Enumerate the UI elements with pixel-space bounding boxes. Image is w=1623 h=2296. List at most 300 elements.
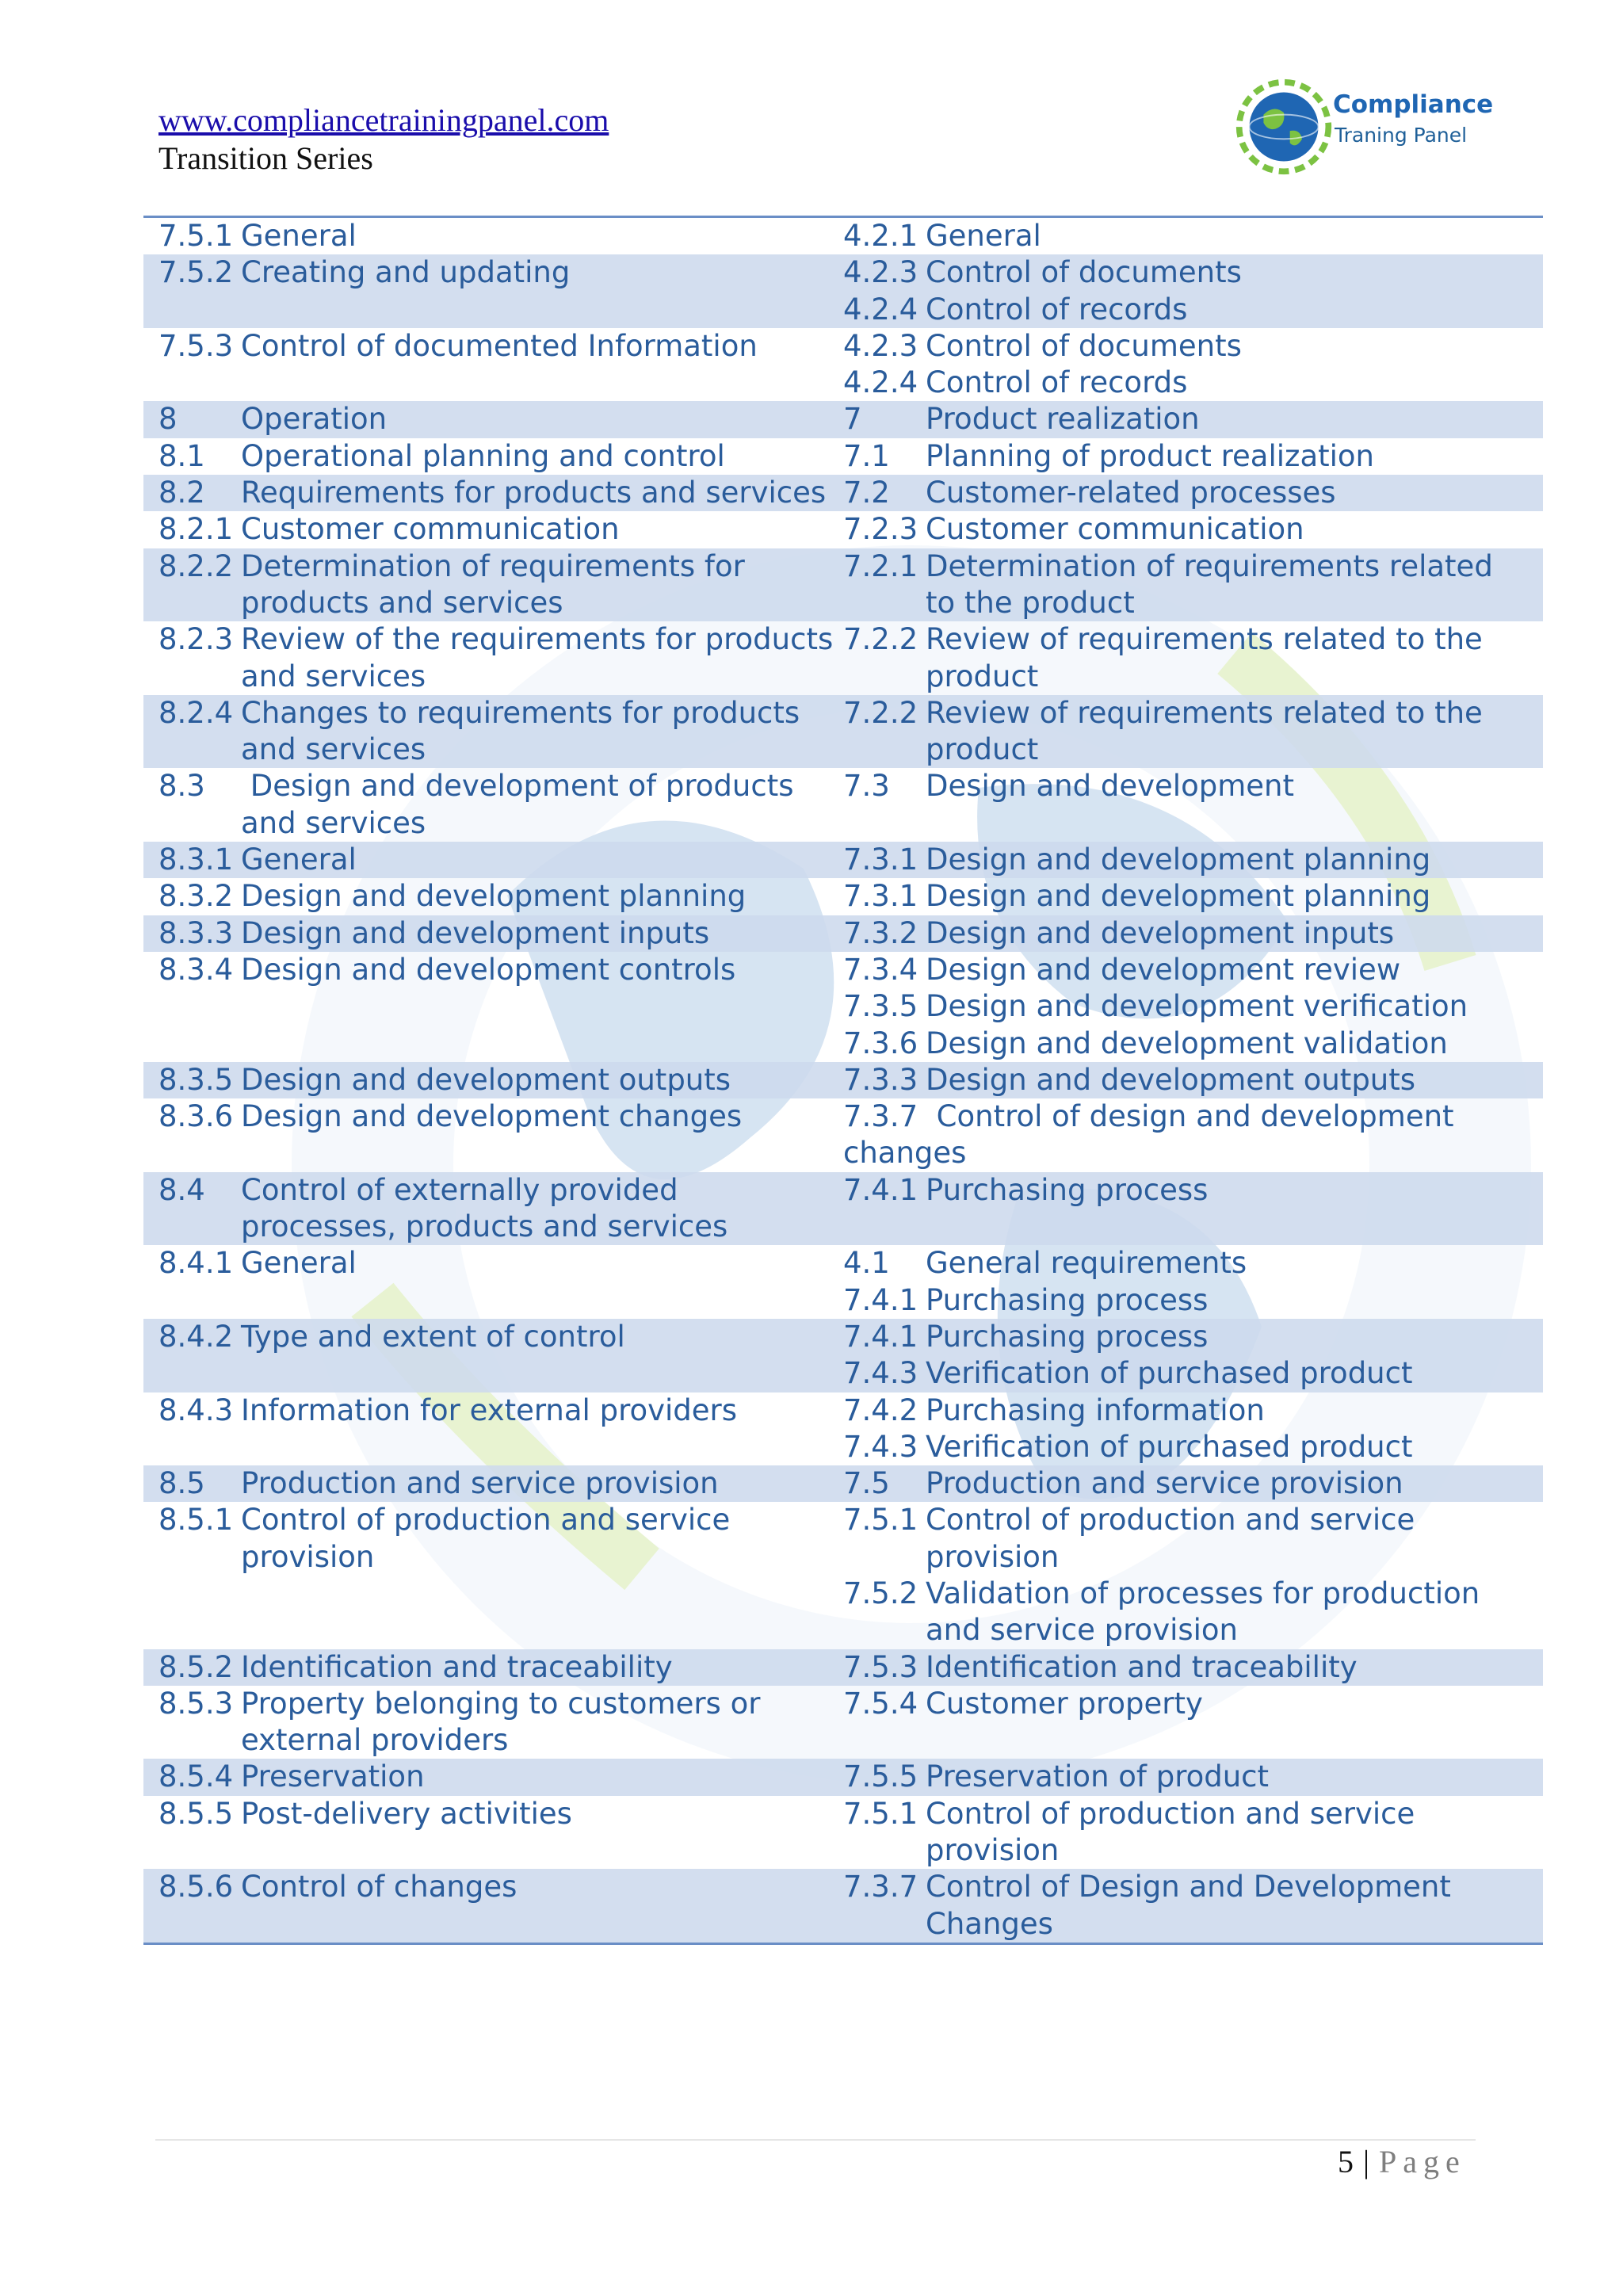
clause-number: 4.2.3 bbox=[843, 255, 918, 290]
clause-title bbox=[926, 1576, 1543, 1649]
table-row bbox=[143, 842, 1543, 878]
iso-2008-clause-cell bbox=[843, 1062, 1543, 1098]
clause-entry bbox=[843, 1576, 1543, 1649]
clause-entry bbox=[843, 768, 1543, 804]
clause-entry bbox=[158, 1392, 843, 1429]
clause-number: 7.2.1 bbox=[843, 548, 918, 583]
table-row bbox=[143, 1686, 1543, 1759]
iso-2015-clause-cell bbox=[143, 438, 843, 475]
clause-number: 7.4.1 bbox=[843, 1319, 918, 1354]
clause-title-line: Design and development planning bbox=[926, 842, 1431, 877]
clause-title bbox=[241, 438, 843, 475]
iso-2015-clause-cell bbox=[143, 1465, 843, 1502]
clause-number: 7 bbox=[843, 402, 862, 437]
clause-number: 8.3.4 bbox=[158, 952, 234, 987]
clause-number: 8.3.1 bbox=[158, 842, 234, 877]
clause-title-line: Preservation bbox=[241, 1759, 425, 1794]
clause-title-line: Design and development bbox=[926, 769, 1294, 804]
clause-title-line: Verification of purchased product bbox=[926, 1429, 1413, 1464]
clause-number: 7.3.7 bbox=[843, 1870, 918, 1904]
table-row bbox=[143, 1172, 1543, 1246]
clause-number: 7.5.2 bbox=[158, 255, 234, 290]
clause-number: 8.5.6 bbox=[158, 1870, 234, 1904]
clause-title-line: Control of documented Information bbox=[241, 328, 758, 363]
clause-title-line: Control of production and service bbox=[926, 1796, 1415, 1831]
iso-2015-clause-cell bbox=[143, 768, 843, 842]
clause-entry bbox=[158, 1098, 843, 1135]
clause-entry bbox=[158, 254, 843, 291]
clause-title bbox=[241, 548, 843, 622]
clause-title bbox=[926, 952, 1543, 988]
clause-title bbox=[241, 1649, 843, 1686]
page-separator: | bbox=[1363, 2144, 1371, 2179]
clause-entry bbox=[843, 621, 1543, 695]
clause-entry bbox=[158, 1502, 843, 1576]
clause-entry bbox=[843, 438, 1543, 475]
clause-title bbox=[241, 1172, 843, 1246]
iso-2015-clause-cell bbox=[143, 1796, 843, 1870]
clause-title-line: Determination of requirements related bbox=[926, 548, 1493, 583]
clause-title-line: Verification of purchased product bbox=[926, 1356, 1413, 1391]
clause-number: 8.1 bbox=[158, 438, 205, 473]
clause-entry bbox=[843, 842, 1543, 878]
clause-title-line: Design and development inputs bbox=[926, 915, 1395, 950]
clause-title bbox=[241, 768, 843, 842]
clause-number: 7.4.1 bbox=[843, 1172, 918, 1207]
clause-number: 7.5.3 bbox=[843, 1649, 918, 1684]
clause-title-line: Production and service provision bbox=[241, 1466, 719, 1501]
clause-title bbox=[926, 475, 1543, 511]
iso-2015-clause-cell bbox=[143, 1502, 843, 1648]
clause-title-line: Design and development review bbox=[926, 952, 1401, 987]
clause-title bbox=[926, 1686, 1543, 1722]
clause-number: 8.3.6 bbox=[158, 1099, 234, 1134]
clause-title bbox=[241, 842, 843, 878]
clause-number: 7.4.2 bbox=[843, 1392, 918, 1427]
clause-title-line: Control of production and service bbox=[926, 1503, 1415, 1538]
clause-title bbox=[241, 1502, 843, 1576]
clause-title bbox=[926, 1245, 1543, 1282]
iso-2008-clause-cell bbox=[843, 878, 1543, 915]
clause-title bbox=[926, 548, 1543, 622]
iso-2008-clause-cell bbox=[843, 1686, 1543, 1759]
clause-entry bbox=[843, 365, 1543, 401]
table-row bbox=[143, 952, 1543, 1062]
clause-entry bbox=[843, 1759, 1543, 1795]
iso-2015-clause-cell bbox=[143, 1869, 843, 1943]
clause-number: 8 bbox=[158, 402, 178, 437]
clause-entry bbox=[158, 1465, 843, 1502]
clause-title-line: Purchasing process bbox=[926, 1319, 1209, 1354]
iso-2015-clause-cell bbox=[143, 328, 843, 402]
clause-title bbox=[926, 218, 1543, 254]
clause-title bbox=[926, 768, 1543, 804]
table-row bbox=[143, 1796, 1543, 1870]
clause-number: 7.3.4 bbox=[843, 952, 918, 987]
clause-title-line: Validation of processes for production bbox=[926, 1576, 1480, 1610]
clause-entry bbox=[158, 952, 843, 988]
clause-entry bbox=[158, 1796, 843, 1832]
clause-title-line: Design and development inputs bbox=[241, 915, 710, 950]
clause-number: 8.4.2 bbox=[158, 1319, 234, 1354]
page-number-footer bbox=[1338, 2143, 1466, 2180]
clause-title bbox=[241, 952, 843, 988]
clause-entry bbox=[843, 1649, 1543, 1686]
clause-title bbox=[926, 1172, 1543, 1209]
clause-title-line: Type and extent of control bbox=[241, 1319, 625, 1354]
clause-entry bbox=[843, 1502, 1543, 1576]
clause-title bbox=[241, 1319, 843, 1355]
logo-text-training-panel: Traning Panel bbox=[1335, 124, 1468, 147]
clause-number: 7.5.1 bbox=[158, 219, 234, 253]
clause-number: 7.5.1 bbox=[843, 1796, 918, 1831]
clause-title bbox=[926, 1796, 1543, 1870]
clause-title bbox=[926, 1502, 1543, 1576]
clause-title bbox=[926, 401, 1543, 437]
clause-title bbox=[926, 1282, 1543, 1319]
clause-number: 7.4.1 bbox=[843, 1282, 918, 1317]
clause-title bbox=[926, 1649, 1543, 1686]
clause-title bbox=[926, 438, 1543, 475]
clause-entry bbox=[843, 1245, 1543, 1282]
clause-title-line: Control of records bbox=[926, 365, 1188, 400]
clause-title-line: Property belonging to customers or bbox=[241, 1686, 761, 1721]
iso-2015-clause-cell bbox=[143, 695, 843, 769]
clause-number: 8.5.2 bbox=[158, 1649, 234, 1684]
clause-number: 7.3.3 bbox=[843, 1062, 918, 1097]
clause-entry bbox=[158, 511, 843, 548]
clause-title bbox=[926, 878, 1543, 915]
table-row bbox=[143, 254, 1543, 328]
iso-2015-clause-cell bbox=[143, 1649, 843, 1686]
iso-2015-clause-cell bbox=[143, 548, 843, 622]
clause-entry bbox=[843, 915, 1543, 952]
clause-number: 8.5.5 bbox=[158, 1796, 234, 1831]
clause-number: 7.5.1 bbox=[843, 1503, 918, 1538]
clause-number: 7.4.3 bbox=[843, 1429, 918, 1464]
table-row bbox=[143, 878, 1543, 915]
clause-title-line: Control of documents bbox=[926, 255, 1242, 290]
clause-title-line: Identification and traceability bbox=[926, 1649, 1358, 1684]
clause-entry bbox=[158, 548, 843, 622]
table-row bbox=[143, 401, 1543, 437]
iso-2015-clause-cell bbox=[143, 878, 843, 915]
clause-entry bbox=[843, 218, 1543, 254]
iso-2008-clause-cell bbox=[843, 1172, 1543, 1246]
clause-title bbox=[926, 328, 1543, 365]
clause-title-line: and services bbox=[241, 805, 426, 840]
clause-number: 7.2.2 bbox=[843, 695, 918, 730]
series-title: Transition Series bbox=[158, 140, 373, 176]
clause-title-line: Operational planning and control bbox=[241, 438, 725, 473]
clause-title-line: Control of documents bbox=[926, 328, 1242, 363]
iso-2015-clause-cell bbox=[143, 401, 843, 437]
clause-title-line: provision bbox=[241, 1539, 375, 1574]
clause-entry bbox=[843, 475, 1543, 511]
iso-2015-clause-cell bbox=[143, 1172, 843, 1246]
clause-title-line: external providers bbox=[241, 1723, 509, 1758]
clause-title bbox=[926, 988, 1543, 1025]
clause-title-line: Design and development controls bbox=[241, 952, 736, 987]
clause-number: 8.5.3 bbox=[158, 1686, 234, 1721]
iso-2008-clause-cell bbox=[843, 1245, 1543, 1319]
clause-number: 7.1 bbox=[843, 438, 890, 473]
clause-title-line: Product realization bbox=[926, 402, 1200, 437]
iso-2008-clause-cell bbox=[843, 438, 1543, 475]
clause-number: 7.5.2 bbox=[843, 1576, 918, 1610]
table-row bbox=[143, 1319, 1543, 1392]
table-row bbox=[143, 548, 1543, 622]
clause-title bbox=[926, 511, 1543, 548]
page-label: Page bbox=[1379, 2144, 1466, 2179]
iso-2015-clause-cell bbox=[143, 1245, 843, 1319]
clause-number: 7.2.2 bbox=[843, 622, 918, 657]
clause-title bbox=[926, 365, 1543, 401]
clause-title-line: General bbox=[926, 219, 1041, 253]
clause-title bbox=[926, 1392, 1543, 1429]
clause-title-line: Design and development planning bbox=[926, 879, 1431, 914]
table-row bbox=[143, 1465, 1543, 1502]
footer-divider bbox=[155, 2139, 1476, 2141]
clause-number: 7.3.2 bbox=[843, 915, 918, 950]
clause-title-line: Creating and updating bbox=[241, 255, 571, 290]
iso-2008-clause-cell bbox=[843, 1465, 1543, 1502]
clause-title bbox=[926, 254, 1543, 291]
iso-2008-clause-cell bbox=[843, 254, 1543, 328]
clause-number: 7.5.4 bbox=[843, 1686, 918, 1721]
clause-number: 7.3 bbox=[843, 769, 890, 804]
clause-entry bbox=[158, 1686, 843, 1759]
clause-number: 4.2.4 bbox=[843, 292, 918, 327]
clause-title-line: product bbox=[926, 732, 1039, 767]
iso-2015-clause-cell bbox=[143, 1319, 843, 1392]
clause-title-line: Design and development planning bbox=[241, 879, 747, 914]
clause-entry bbox=[843, 1465, 1543, 1502]
iso-2015-clause-cell bbox=[143, 915, 843, 952]
iso-2008-clause-cell bbox=[843, 1869, 1543, 1943]
iso-2015-clause-cell bbox=[143, 254, 843, 328]
clause-title-line: Design and development outputs bbox=[926, 1062, 1416, 1097]
iso-2015-clause-cell bbox=[143, 952, 843, 1062]
iso-2015-clause-cell bbox=[143, 621, 843, 695]
clause-entry bbox=[158, 475, 843, 511]
clause-entry bbox=[843, 952, 1543, 988]
iso-2015-clause-cell bbox=[143, 1686, 843, 1759]
clause-title bbox=[241, 1759, 843, 1795]
clause-title bbox=[241, 695, 843, 769]
clause-number: 7.2.3 bbox=[843, 512, 918, 547]
clause-title bbox=[926, 695, 1543, 769]
clause-title-line: Control of externally provided bbox=[241, 1172, 678, 1207]
clause-entry bbox=[843, 1319, 1543, 1355]
clause-title bbox=[926, 1062, 1543, 1098]
clause-title-line: Production and service provision bbox=[926, 1466, 1403, 1501]
clause-title bbox=[926, 621, 1543, 695]
clause-number: 8.4 bbox=[158, 1172, 205, 1207]
clause-number: 8.2.2 bbox=[158, 548, 234, 583]
clause-number: 7.3.6 bbox=[843, 1026, 918, 1060]
clause-title bbox=[241, 511, 843, 548]
clause-entry bbox=[843, 878, 1543, 915]
table-row bbox=[143, 1245, 1543, 1319]
website-link[interactable]: www.compliancetrainingpanel.com bbox=[158, 102, 609, 138]
clause-title-line: provision bbox=[926, 1539, 1060, 1574]
compliance-logo bbox=[1233, 76, 1495, 179]
clause-entry bbox=[843, 1062, 1543, 1098]
clause-title-line: products and services bbox=[241, 585, 563, 620]
clause-title bbox=[241, 1465, 843, 1502]
clause-crossreference-table bbox=[143, 216, 1543, 1945]
clause-number: 8.5.4 bbox=[158, 1759, 234, 1794]
clause-title-line: Design and development validation bbox=[926, 1026, 1448, 1060]
clause-title-line: Customer property bbox=[926, 1686, 1203, 1721]
clause-entry bbox=[843, 548, 1543, 622]
clause-entry bbox=[843, 1869, 1543, 1943]
clause-title-line: General bbox=[241, 842, 357, 877]
clause-title-line: Purchasing process bbox=[926, 1282, 1209, 1317]
clause-title bbox=[926, 1465, 1543, 1502]
clause-title-line: General bbox=[241, 219, 357, 253]
clause-title-line: Control of production and service bbox=[241, 1503, 731, 1538]
iso-2015-clause-cell bbox=[143, 218, 843, 254]
iso-2008-clause-cell bbox=[843, 1319, 1543, 1392]
clause-title-line: and services bbox=[241, 659, 426, 693]
clause-title bbox=[926, 1429, 1543, 1465]
clause-title bbox=[241, 401, 843, 437]
clause-entry bbox=[843, 1686, 1543, 1722]
clause-title bbox=[241, 1245, 843, 1282]
clause-title-line: Changes to requirements for products bbox=[241, 695, 800, 730]
clause-title-line: Changes bbox=[926, 1906, 1053, 1941]
clause-entry bbox=[843, 1355, 1543, 1392]
clause-title bbox=[241, 1796, 843, 1832]
clause-entry bbox=[843, 328, 1543, 365]
clause-entry bbox=[843, 254, 1543, 291]
clause-number: 7.4.3 bbox=[843, 1356, 918, 1391]
table-row bbox=[143, 218, 1543, 254]
clause-entry bbox=[843, 1796, 1543, 1870]
clause-entry bbox=[158, 1649, 843, 1686]
clause-title-line: Customer communication bbox=[241, 512, 620, 547]
clause-title-line: and service provision bbox=[926, 1613, 1239, 1648]
clause-title bbox=[241, 1098, 843, 1135]
clause-entry bbox=[843, 401, 1543, 437]
clause-title-line: Design and development outputs bbox=[241, 1062, 731, 1097]
clause-number: 8.3 bbox=[158, 769, 205, 804]
iso-2008-clause-cell bbox=[843, 475, 1543, 511]
clause-title-line: General requirements bbox=[926, 1246, 1247, 1281]
clause-entry bbox=[158, 218, 843, 254]
clause-entry bbox=[158, 621, 843, 695]
iso-2008-clause-cell bbox=[843, 218, 1543, 254]
iso-2008-clause-cell bbox=[843, 1796, 1543, 1870]
clause-title bbox=[241, 1686, 843, 1759]
clause-number: 7.3.1 bbox=[843, 879, 918, 914]
clause-title bbox=[926, 1026, 1543, 1062]
clause-entry bbox=[158, 401, 843, 437]
table-row bbox=[143, 511, 1543, 548]
clause-title bbox=[926, 1759, 1543, 1795]
clause-number: 7.2 bbox=[843, 476, 890, 510]
clause-title-line: processes, products and services bbox=[241, 1209, 728, 1244]
clause-entry bbox=[843, 695, 1543, 769]
iso-2008-clause-cell bbox=[843, 915, 1543, 952]
iso-2015-clause-cell bbox=[143, 475, 843, 511]
iso-2008-clause-cell bbox=[843, 548, 1543, 622]
clause-number: 7.3.5 bbox=[843, 989, 918, 1024]
clause-title-line: Design and development of products bbox=[241, 769, 794, 804]
iso-2008-clause-cell bbox=[843, 1649, 1543, 1686]
clause-title-line: provision bbox=[926, 1833, 1060, 1868]
table-row bbox=[143, 1759, 1543, 1795]
clause-title-line: Purchasing information bbox=[926, 1392, 1265, 1427]
clause-number: 8.2.1 bbox=[158, 512, 234, 547]
clause-number: 8.3.2 bbox=[158, 879, 234, 914]
clause-title bbox=[926, 1355, 1543, 1392]
clause-title bbox=[926, 915, 1543, 952]
clause-number: 8.5.1 bbox=[158, 1503, 234, 1538]
clause-entry bbox=[158, 842, 843, 878]
clause-number: 7.3.1 bbox=[843, 842, 918, 877]
clause-title-line: Customer-related processes bbox=[926, 476, 1336, 510]
clause-entry bbox=[158, 878, 843, 915]
table-row bbox=[143, 1502, 1543, 1648]
clause-number: 4.1 bbox=[843, 1246, 890, 1281]
clause-title bbox=[241, 1392, 843, 1429]
iso-2015-clause-cell bbox=[143, 511, 843, 548]
clause-title bbox=[241, 915, 843, 952]
clause-text-line: 7.3.7 Control of design and development bbox=[843, 1099, 1454, 1134]
table-row bbox=[143, 621, 1543, 695]
globe-logo-icon bbox=[1233, 76, 1335, 178]
table-row bbox=[143, 695, 1543, 769]
clause-title bbox=[241, 475, 843, 511]
clause-number: 8.3.5 bbox=[158, 1062, 234, 1097]
iso-2015-clause-cell bbox=[143, 1392, 843, 1466]
clause-number: 8.2.3 bbox=[158, 622, 234, 657]
iso-2008-clause-cell bbox=[843, 1392, 1543, 1466]
clause-number: 7.5.5 bbox=[843, 1759, 918, 1794]
clause-entry bbox=[158, 1172, 843, 1246]
clause-entry bbox=[158, 328, 843, 365]
clause-title-line: Design and development verification bbox=[926, 989, 1468, 1024]
clause-title-line: Design and development changes bbox=[241, 1099, 743, 1134]
clause-title-line: General bbox=[241, 1246, 357, 1281]
clause-number: 8.2 bbox=[158, 476, 205, 510]
clause-title bbox=[926, 842, 1543, 878]
clause-title-line: Planning of product realization bbox=[926, 438, 1375, 473]
iso-2015-clause-cell bbox=[143, 1098, 843, 1172]
clause-number: 4.2.1 bbox=[843, 219, 918, 253]
clause-title-line: Preservation of product bbox=[926, 1759, 1270, 1794]
clause-entry bbox=[158, 1759, 843, 1795]
page-number: 5 bbox=[1338, 2144, 1354, 2179]
iso-2008-clause-cell bbox=[843, 401, 1543, 437]
iso-2008-clause-cell bbox=[843, 1098, 1543, 1172]
clause-text-line: changes bbox=[843, 1136, 967, 1171]
iso-2008-clause-cell bbox=[843, 695, 1543, 769]
iso-2008-clause-cell bbox=[843, 952, 1543, 1062]
table-row bbox=[143, 1392, 1543, 1466]
clause-title bbox=[241, 218, 843, 254]
clause-number: 8.3.3 bbox=[158, 915, 234, 950]
iso-2015-clause-cell bbox=[143, 842, 843, 878]
iso-2015-clause-cell bbox=[143, 1062, 843, 1098]
clause-entry bbox=[843, 292, 1543, 328]
table-row bbox=[143, 328, 1543, 402]
clause-title-line: and services bbox=[241, 732, 426, 767]
clause-title-line: to the product bbox=[926, 585, 1135, 620]
